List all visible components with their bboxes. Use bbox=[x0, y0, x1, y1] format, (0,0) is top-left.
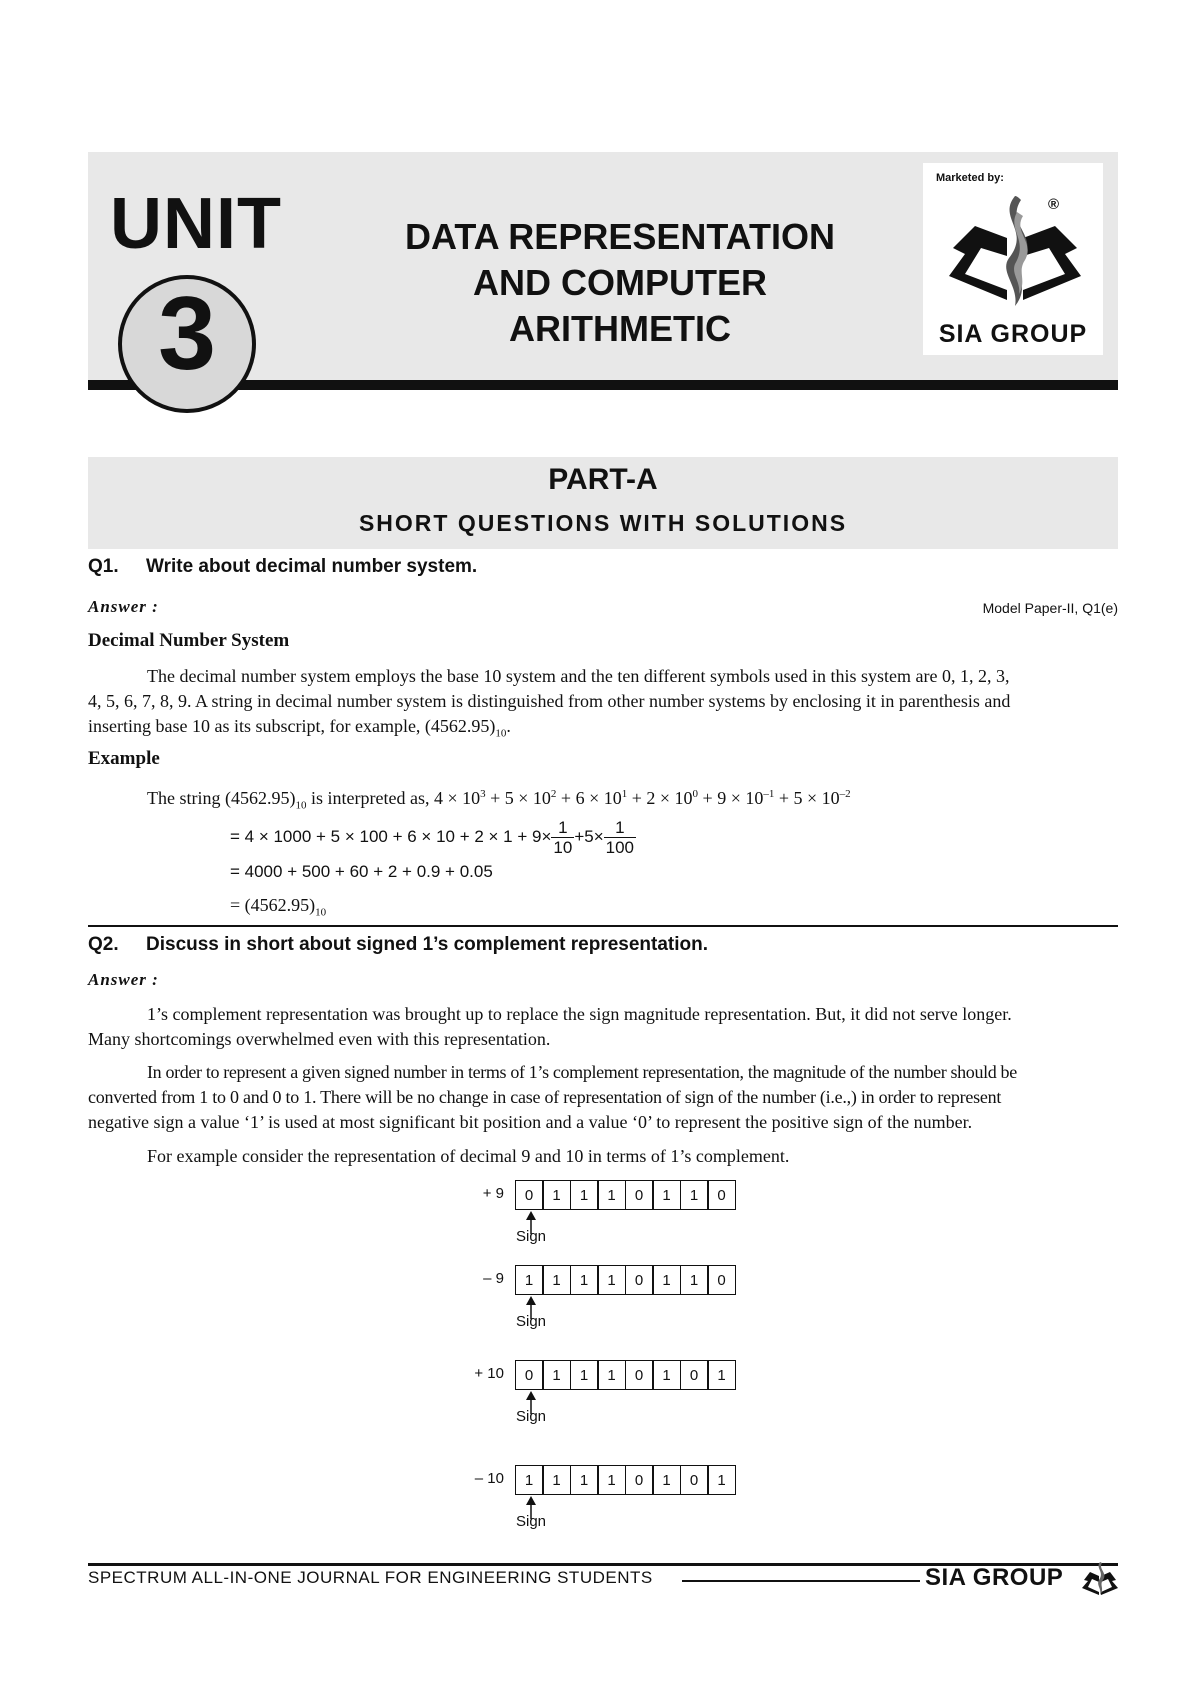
q1-answer-label: Answer : bbox=[88, 597, 159, 616]
sign-label: Sign bbox=[516, 1228, 547, 1245]
bit-cell: 1 bbox=[680, 1180, 709, 1210]
bit-register bbox=[516, 1265, 736, 1295]
bit-cell: 1 bbox=[542, 1180, 571, 1210]
bit-cell: 0 bbox=[680, 1465, 709, 1495]
q1-example-heading: Example bbox=[88, 748, 160, 769]
bit-cell: 1 bbox=[652, 1465, 681, 1495]
q2-p2-line-1: In order to represent a given signed number in terms of 1’s complement representation, the magnitude of the number should be bbox=[147, 1062, 1017, 1082]
bit-cell: 1 bbox=[570, 1465, 599, 1495]
unit-title-line-2: AND COMPUTER bbox=[473, 262, 767, 303]
bit-cell: 0 bbox=[625, 1465, 654, 1495]
q2-number: Q2. bbox=[88, 934, 119, 955]
part-subtitle: SHORT QUESTIONS WITH SOLUTIONS bbox=[358, 510, 848, 536]
bit-cell: 1 bbox=[542, 1360, 571, 1390]
footer-line bbox=[682, 1580, 920, 1582]
footer-brand: SIA GROUP bbox=[925, 1564, 1064, 1591]
footer-logo-icon bbox=[1080, 1560, 1120, 1598]
bit-cell: 1 bbox=[680, 1265, 709, 1295]
bit-cell: 1 bbox=[515, 1265, 544, 1295]
q1-para-line-2: 4, 5, 6, 7, 8, 9. A string in decimal number system is distinguished from other number systems by enclosing it in parenthesis and bbox=[88, 691, 1011, 711]
bit-cell: 1 bbox=[542, 1265, 571, 1295]
bit-cell: 1 bbox=[597, 1465, 626, 1495]
q2-p1-line-1: 1’s complement representation was brought up to replace the sign magnitude representation. But, it did not serve longer. bbox=[147, 1004, 1012, 1024]
unit-title-line-3: ARITHMETIC bbox=[509, 308, 731, 349]
bit-cell: 0 bbox=[625, 1265, 654, 1295]
bit-cell: 1 bbox=[542, 1465, 571, 1495]
bit-register bbox=[516, 1180, 736, 1210]
bit-diagram-label: + 9 bbox=[482, 1185, 504, 1202]
bit-cell: 1 bbox=[597, 1360, 626, 1390]
unit-number: 3 bbox=[158, 276, 216, 392]
bit-cell: 1 bbox=[707, 1360, 736, 1390]
bit-cell: 1 bbox=[597, 1265, 626, 1295]
part-title: PART-A bbox=[548, 463, 658, 496]
bit-cell: 0 bbox=[515, 1180, 544, 1210]
q2-question: Discuss in short about signed 1’s complement representation. bbox=[146, 934, 709, 955]
bit-cell: 1 bbox=[652, 1180, 681, 1210]
bit-cell: 0 bbox=[680, 1360, 709, 1390]
sign-label: Sign bbox=[516, 1513, 547, 1530]
bit-diagram-label: – 9 bbox=[483, 1270, 504, 1287]
q1-heading: Decimal Number System bbox=[88, 630, 290, 651]
footer-journal-title: SPECTRUM ALL-IN-ONE JOURNAL FOR ENGINEERING STUDENTS bbox=[88, 1568, 653, 1587]
logo-registered-mark: ® bbox=[1048, 196, 1060, 213]
bit-cell: 1 bbox=[707, 1465, 736, 1495]
bit-cell: 1 bbox=[652, 1265, 681, 1295]
bit-cell: 0 bbox=[707, 1180, 736, 1210]
q1-step-3: = $(4562.95)_{10}$ bbox=[230, 895, 327, 919]
q1-example-expansion: The string $(4562.95)_{10}$ is interpreted as, $4 \times 10^3 + 5 \times 10^2 + 6 \times 10^1 + 2 \times 10^0 + 9 \times 10^{-1} + 5 \times 10^{-2}$ bbox=[147, 788, 851, 812]
bit-diagram-label: + 10 bbox=[474, 1365, 504, 1382]
bit-cell: 0 bbox=[625, 1360, 654, 1390]
bit-cell: 1 bbox=[570, 1360, 599, 1390]
q1-para-line-1: The decimal number system employs the base 10 system and the ten different symbols used in this system are 0, 1, 2, 3, bbox=[147, 666, 1010, 686]
unit-title bbox=[340, 214, 900, 352]
q1-number: Q1. bbox=[88, 556, 119, 577]
unit-title-line-1: DATA REPRESENTATION bbox=[405, 216, 835, 257]
bit-cell: 1 bbox=[515, 1465, 544, 1495]
bit-cell: 1 bbox=[652, 1360, 681, 1390]
sign-label: Sign bbox=[516, 1313, 547, 1330]
q1-step-1: = 4 × 1000 + 5 × 100 + 6 × 10 + 2 × 1 + 9× $\frac{1}{10}$ +5× $\frac{1}{100}$ bbox=[230, 818, 634, 857]
q2-p2-line-2: converted from 1 to 0 and 0 to 1. There will be no change in case of representation of sign of the number (i.e.,) in order to represent bbox=[88, 1087, 1002, 1107]
bit-cell: 0 bbox=[707, 1265, 736, 1295]
book-flame-emblem-icon bbox=[935, 178, 1095, 318]
bit-cell: 0 bbox=[625, 1180, 654, 1210]
q1-para-line-3: inserting base 10 as its subscript, for example, $(4562.95)_{10}$. bbox=[88, 716, 511, 740]
q2-p1-line-2: Many shortcomings overwhelmed even with this representation. bbox=[88, 1029, 551, 1049]
bit-cell: 0 bbox=[515, 1360, 544, 1390]
bit-cell: 1 bbox=[570, 1180, 599, 1210]
sign-label: Sign bbox=[516, 1408, 547, 1425]
q1-question: Write about decimal number system. bbox=[146, 556, 478, 577]
q2-p3-line-1: For example consider the representation of decimal 9 and 10 in terms of 1’s complement. bbox=[147, 1146, 790, 1166]
logo-marketed-by: Marketed by: bbox=[936, 172, 1004, 184]
section-divider bbox=[88, 925, 1118, 927]
bit-cell: 1 bbox=[570, 1265, 599, 1295]
bit-cell: 1 bbox=[597, 1180, 626, 1210]
q2-p2-line-3: negative sign a value ‘1’ is used at most significant bit position and a value ‘0’ to represent the positive sign of the number. bbox=[88, 1112, 973, 1132]
bit-diagram-label: – 10 bbox=[474, 1470, 504, 1487]
q1-step-2: = 4000 + 500 + 60 + 2 + 0.9 + 0.05 bbox=[230, 862, 493, 881]
bit-register bbox=[516, 1465, 736, 1495]
logo-name: SIA GROUP bbox=[938, 320, 1088, 348]
unit-label: UNIT bbox=[110, 184, 282, 264]
q1-reference: Model Paper-II, Q1(e) bbox=[982, 600, 1118, 616]
bit-register bbox=[516, 1360, 736, 1390]
q2-answer-label: Answer : bbox=[88, 970, 159, 989]
